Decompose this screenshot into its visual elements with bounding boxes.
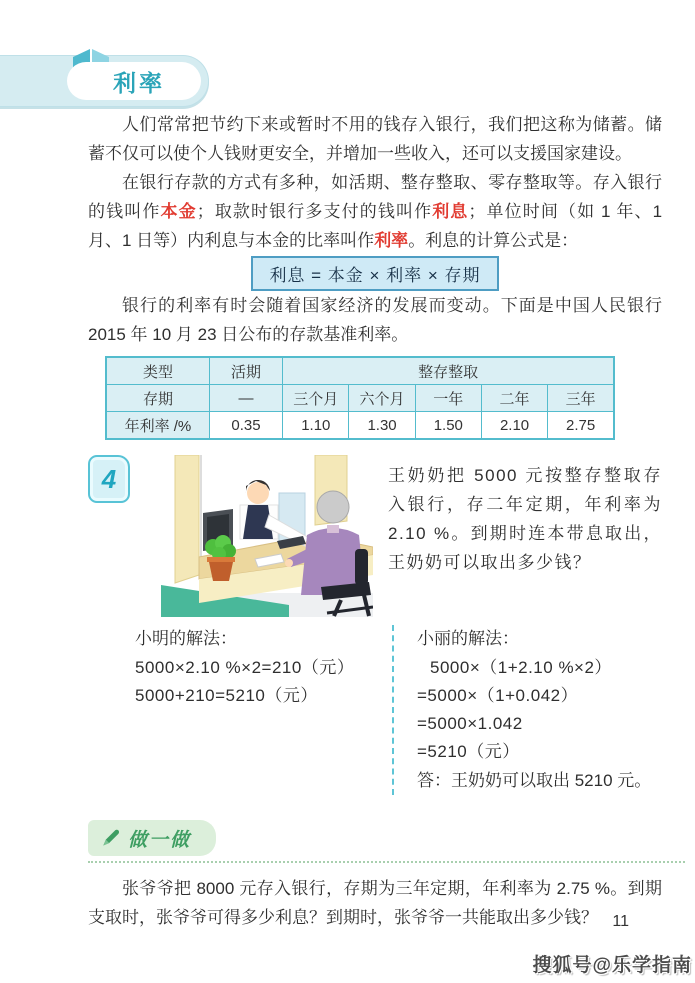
p2-segment: ；取款时银行多支付的钱叫作 [196, 202, 433, 221]
deposit-rate-table [105, 356, 615, 440]
table-cell: 类型 [106, 357, 209, 385]
section-title-pill [67, 62, 201, 100]
table-cell: 整存整取 [283, 357, 614, 385]
table-cell: 存期 [106, 385, 209, 412]
equation-line: =5210（元） [417, 742, 520, 761]
p2-segment: ；单位时间（如 1 年、1 月、1 日等）内利息与本金的比率叫作 [88, 202, 663, 250]
solution-xiaoming [88, 625, 392, 795]
solution-title: 小丽的解法： [417, 629, 519, 648]
table-cell: 活期 [209, 357, 282, 385]
pencil-icon [100, 828, 120, 848]
page-number: 11 [612, 913, 629, 930]
table-cell: 一年 [415, 385, 481, 412]
solution-title: 小明的解法： [135, 629, 237, 648]
p2-segment: 。利息的计算公式是： [408, 231, 579, 250]
intro-paragraph-1: 人们常常把节约下来或暂时不用的钱存入银行，我们把这称为储蓄。储蓄不仅可以使个人钱财更安全，并增加一些收入，还可以支援国家建设。 [88, 115, 662, 163]
intro-paragraph-2 [88, 168, 662, 255]
equation-line: =5000×1.042 [417, 714, 523, 733]
intro-paragraph-3: 银行的利率有时会随着国家经济的发展而变动。下面是中国人民银行 2015 年 10 月 23 日公布的存款基准利率。 [88, 296, 662, 344]
bank-counter-illustration [161, 455, 373, 617]
formula-row [88, 256, 662, 290]
table-cell: 三年 [548, 385, 614, 412]
table-cell: — [209, 385, 282, 412]
table-cell: 六个月 [349, 385, 415, 412]
p2-segment: 在银行存款的方式有多种，如活期、整存整取、零存整取等。存入银行的钱叫作 [88, 173, 662, 221]
table-cell: 2.75 [548, 412, 614, 440]
practice-section-header [88, 820, 216, 856]
example-problem-text: 王奶奶把 5000 元按整存整取存入银行，存二年定期，年利率为 2.10 %。到期时连本带息取出，王奶奶可以取出多少钱？ [388, 466, 662, 572]
table-cell: 二年 [481, 385, 547, 412]
term-rate: 利率 [374, 231, 409, 250]
example-4-section [88, 455, 662, 617]
interest-formula: 利息 = 本金 × 利率 × 存期 [251, 256, 498, 291]
table-cell: 1.30 [349, 412, 415, 440]
example-number: 4 [101, 463, 117, 494]
practice-title: 做一做 [128, 829, 192, 851]
section-banner [0, 55, 209, 107]
dotted-divider [88, 860, 685, 863]
equation-line: =5000×（1+0.042） [417, 686, 579, 705]
table-cell: 0.35 [209, 412, 282, 440]
equation-list [135, 654, 392, 710]
solution-xiaoli [392, 625, 662, 795]
table-cell: 三个月 [283, 385, 349, 412]
table-row-type [106, 357, 614, 385]
table-row-annual-rate [106, 412, 614, 440]
equation-line: 5000×（1+2.10 %×2） [430, 658, 612, 677]
watermark: 搜狐号@乐学指南 [532, 955, 692, 976]
table-row-term [106, 385, 614, 412]
term-interest: 利息 [432, 202, 469, 221]
table-cell: 2.10 [481, 412, 547, 440]
table-cell: 年利率 /% [106, 412, 209, 440]
practice-problem-text: 张爷爷把 8000 元存入银行，存期为三年定期，年利率为 2.75 %。到期支取时，张爷爷可得多少利息？到期时，张爷爷一共能取出多少钱？ [88, 879, 662, 927]
term-principal: 本金 [160, 202, 197, 221]
equation-line: 5000×2.10 %×2=210（元） [135, 658, 355, 677]
table-cell: 1.10 [283, 412, 349, 440]
table-cell: 1.50 [415, 412, 481, 440]
example-number-badge [88, 455, 130, 503]
answer-line: 答：王奶奶可以取出 5210 元。 [417, 771, 652, 790]
equation-line: 5000+210=5210（元） [135, 686, 318, 705]
section-title: 利率 [113, 69, 165, 96]
equation-list [417, 654, 662, 766]
solutions-row [88, 625, 662, 795]
